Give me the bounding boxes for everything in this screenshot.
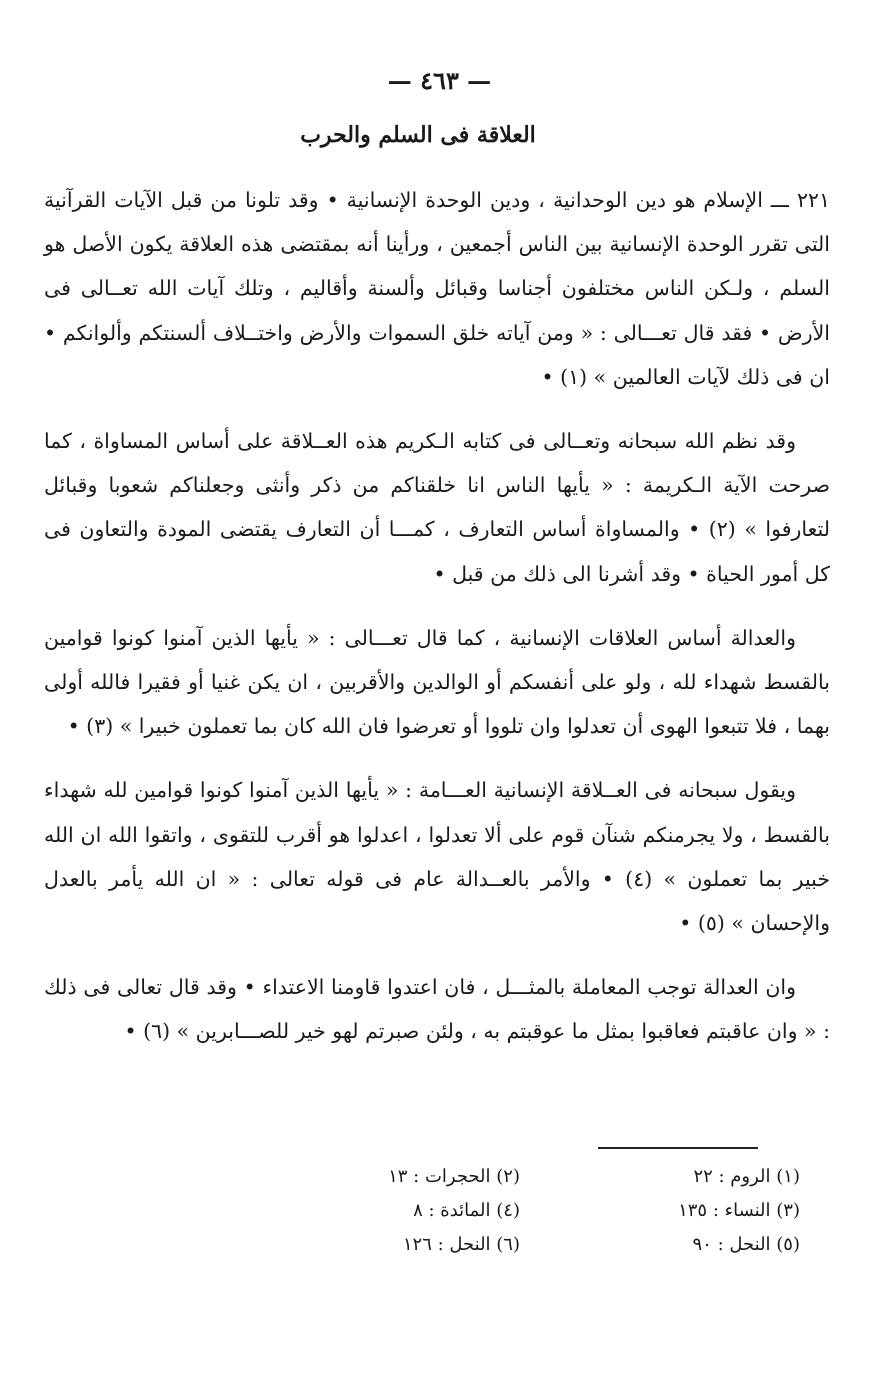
footnote: (٥) النحل : ٩٠ [692,1234,800,1255]
footnotes [240,1163,800,1259]
footnote: (٦) النحل : ١٢٦ [402,1234,520,1255]
footnote-separator [598,1147,758,1149]
paragraph: والعدالة أساس العلاقات الإنسانية ، كما قال تعـــالى : « يأيها الذين آمنوا كونوا قوامين بالقسط شهداء لله ، ولو على أنفسكم أو الوالدين والأقربين ، ان يكن غنيا أو فقيرا فالله أولى بهما ، فلا تتبعوا الهوى أن تعدلوا وان تلووا أو تعرضوا فان الله كان بما تعملون خبيرا » (٣) • [44,625,830,739]
footnote: (١) الروم : ٢٢ [693,1166,800,1187]
section-title: العلاقة فى السلم والحرب [300,122,536,148]
footnote: (٣) النساء : ١٣٥ [678,1200,800,1221]
footnote: (٢) الحجرات : ١٣ [388,1166,520,1187]
footnote: (٤) المائدة : ٨ [413,1200,520,1221]
paragraph: ويقول سبحانه فى العــلاقة الإنسانية العـــامة : « يأيها الذين آمنوا كونوا قوامين لله شهداء بالقسط ، ولا يجرمنكم شنآن قوم على ألا تعدلوا ، اعدلوا هو أقرب للتقوى ، واتقوا الله ان الله خبير بما تعملون » (٤) • والأمر بالعــدالة عام فى قوله تعالى : « ان الله يأمر بالعدل والإحسان » (٥) • [44,778,830,936]
paragraph: وقد نظم الله سبحانه وتعــالى فى كتابه الـكريم هذه العــلاقة على أساس المساواة ، كما صرحت الآية الـكريمة : « يأيها الناس انا خلقناكم من ذكر وأنثى وجعلناكم شعوبا وقبائل لتعارفوا » (٢) • والمساواة أساس التعارف ، كمـــا أن التعارف يقتضى المودة والتعاون فى كل أمور الحياة • وقد أشرنا الى ذلك من قبل • [44,429,830,586]
page-number: — ٤٦٣ — [387,66,492,95]
paragraph: وان العدالة توجب المعاملة بالمثـــل ، فان اعتدوا قاومنا الاعتداء • وقد قال تعالى فى ذلك : « وان عاقبتم فعاقبوا بمثل ما عوقبتم به ، ولئن صبرتم لهو خير للصـــابرين » (٦) • [44,975,830,1044]
paragraph: ٢٢١ ـــ الإسلام هو دين الوحدانية ، ودين الوحدة الإنسانية • وقد تلونا من قبل الآيات القرآنية التى تقرر الوحدة الإنسانية بين الناس أجمعين ، ورأينا أنه بمقتضى هذه العلاقة يكون الأصل هو السلم ، ولـكن الناس مختلفون أجناسا وقبائل وألسنة وأقاليم ، وتلك آيات الله تعــالى فى الأرض • فقد قال تعـــالى : « ومن آياته خلق السموات والأرض واختــلاف ألسنتكم وألوانكم • ان فى ذلك لآيات العالمين » (١) • [44,188,830,389]
body-text [44,178,830,1074]
